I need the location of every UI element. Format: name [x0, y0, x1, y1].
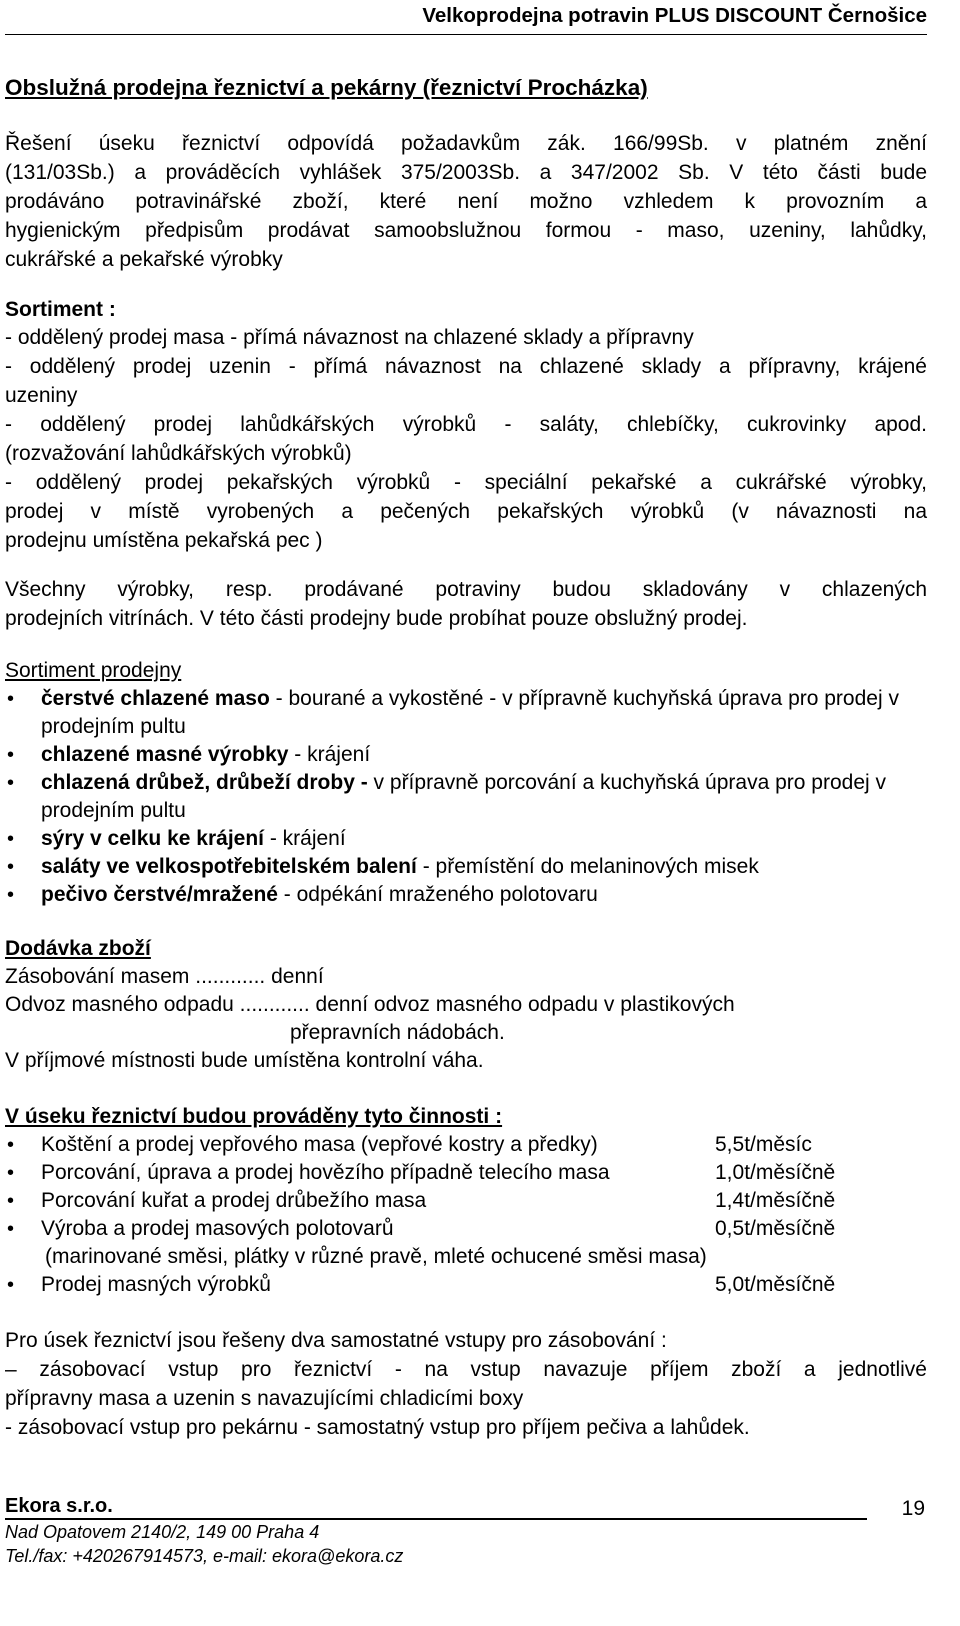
vstupy-line: - zásobovací vstup pro pekárnu - samostatný vstup pro příjem pečiva a lahůdek.	[5, 1416, 750, 1439]
intro-paragraph	[5, 129, 927, 274]
dodavka-line: V příjmové místnosti bude umístěna kontrolní váha.	[5, 1049, 484, 1072]
list-item: • pečivo čerstvé/mražené - odpékání mraženého polotovaru	[5, 881, 927, 909]
dodavka-line: Zásobování masem ............ denní	[5, 965, 324, 988]
dodavka-line: přepravních nádobách.	[290, 1021, 505, 1044]
list-item: • saláty ve velkospotřebitelském balení - přemístění do melaninových misek	[5, 853, 927, 881]
vstupy-line: přípravny masa a uzenin s navazujícími chladicími boxy	[5, 1387, 524, 1410]
page-header: Velkoprodejna potravin PLUS DISCOUNT Černošice	[422, 4, 927, 27]
sortiment-line: - oddělený prodej lahůdkářských výrobků - saláty, chlebíčky, cukrovinky apod.	[5, 413, 927, 436]
list-item: • čerstvé chlazené maso - bourané a vykostěné - v přípravně kuchyňská úprava pro prodej v prodejním pultu	[5, 685, 927, 741]
section-title: Obslužná prodejna řeznictví a pekárny (řeznictví Procházka)	[5, 75, 648, 100]
cinnosti-heading: V úseku řeznictví budou prováděny tyto činnosti :	[5, 1105, 503, 1128]
list-item: • sýry v celku ke krájení - krájení	[5, 825, 927, 853]
list-item: • Koštění a prodej vepřového masa (vepřové kostry a předky) 5,5t/měsíc	[5, 1131, 927, 1159]
storage-paragraph	[5, 575, 927, 633]
sortiment-line: (rozvažování lahůdkářských výrobků)	[5, 442, 352, 465]
sortiment-line: prodej v místě vyrobených a pečených pekařských výrobků (v návaznosti na	[5, 500, 927, 523]
sortiment-line: - oddělený prodej pekařských výrobků - speciální pekařské a cukrářské výrobky,	[5, 471, 927, 494]
sortiment-line: - oddělený prodej uzenin - přímá návaznost na chlazené sklady a přípravny, krájené	[5, 355, 927, 378]
footer-company: Ekora s.r.o.	[5, 1494, 867, 1520]
vstupy-line: Pro úsek řeznictví jsou řešeny dva samostatné vstupy pro zásobování :	[5, 1329, 667, 1352]
list-item: • Výroba a prodej masových polotovarů 0,5t/měsíčně	[5, 1215, 927, 1243]
intro-line: prodáváno potravinářské zboží, které není možno vzhledem k provozním a	[5, 190, 927, 213]
sortiment-list	[5, 323, 927, 555]
sortiment-prodejny-list	[5, 685, 927, 909]
cinnosti-note: (marinované směsi, plátky v různé pravě, mleté ochucené směsi masa)	[45, 1245, 707, 1268]
dodavka-line: Odvoz masného odpadu ............ denní odvoz masného odpadu v plastikových	[5, 993, 735, 1016]
storage-line: prodejních vitrínách. V této části prodejny bude probíhat pouze obslužný prodej.	[5, 607, 748, 630]
list-item: • chlazená drůbež, drůbeží droby - v přípravně porcování a kuchyňská úprava pro prodej v prodejním pultu	[5, 769, 927, 825]
intro-line: cukrářské a pekařské výrobky	[5, 248, 283, 271]
sortiment-prodejny-heading: Sortiment prodejny	[5, 659, 182, 682]
intro-line: (131/03Sb.) a prováděcích vyhlášek 375/2003Sb. a 347/2002 Sb. V této části bude	[5, 161, 927, 184]
intro-line: Řešení úseku řeznictví odpovídá požadavkům zák. 166/99Sb. v platném znění	[5, 132, 927, 155]
page-number: 19	[901, 1497, 925, 1520]
sortiment-heading: Sortiment :	[5, 298, 116, 321]
intro-line: hygienickým předpisům prodávat samoobslužnou formou - maso, uzeniny, lahůdky,	[5, 219, 927, 242]
header-rule	[5, 34, 927, 35]
list-item: • Porcování, úprava a prodej hovězího případně telecího masa 1,0t/měsíčně	[5, 1159, 927, 1187]
list-item: • Porcování kuřat a prodej drůbežího masa 1,4t/měsíčně	[5, 1187, 927, 1215]
footer-contact: Tel./fax: +420267914573, e-mail: ekora@ekora.cz	[5, 1546, 404, 1566]
sortiment-line: uzeniny	[5, 384, 78, 407]
document-page	[5, 0, 927, 1626]
storage-line: Všechny výrobky, resp. prodávané potraviny budou skladovány v chlazených	[5, 578, 927, 601]
footer-address: Nad Opatovem 2140/2, 149 00 Praha 4	[5, 1522, 320, 1542]
sortiment-line: - oddělený prodej masa - přímá návaznost na chlazené sklady a přípravny	[5, 326, 694, 349]
list-item: • Prodej masných výrobků 5,0t/měsíčně	[5, 1271, 927, 1299]
sortiment-line: prodejnu umístěna pekařská pec )	[5, 529, 323, 552]
vstupy-paragraph	[5, 1326, 927, 1442]
list-item: • chlazené masné výrobky - krájení	[5, 741, 927, 769]
dodavka-heading: Dodávka zboží	[5, 937, 151, 960]
vstupy-line: – zásobovací vstup pro řeznictví - na vstup navazuje příjem zboží a jednotlivé	[5, 1358, 927, 1381]
cinnosti-list	[5, 1131, 927, 1299]
